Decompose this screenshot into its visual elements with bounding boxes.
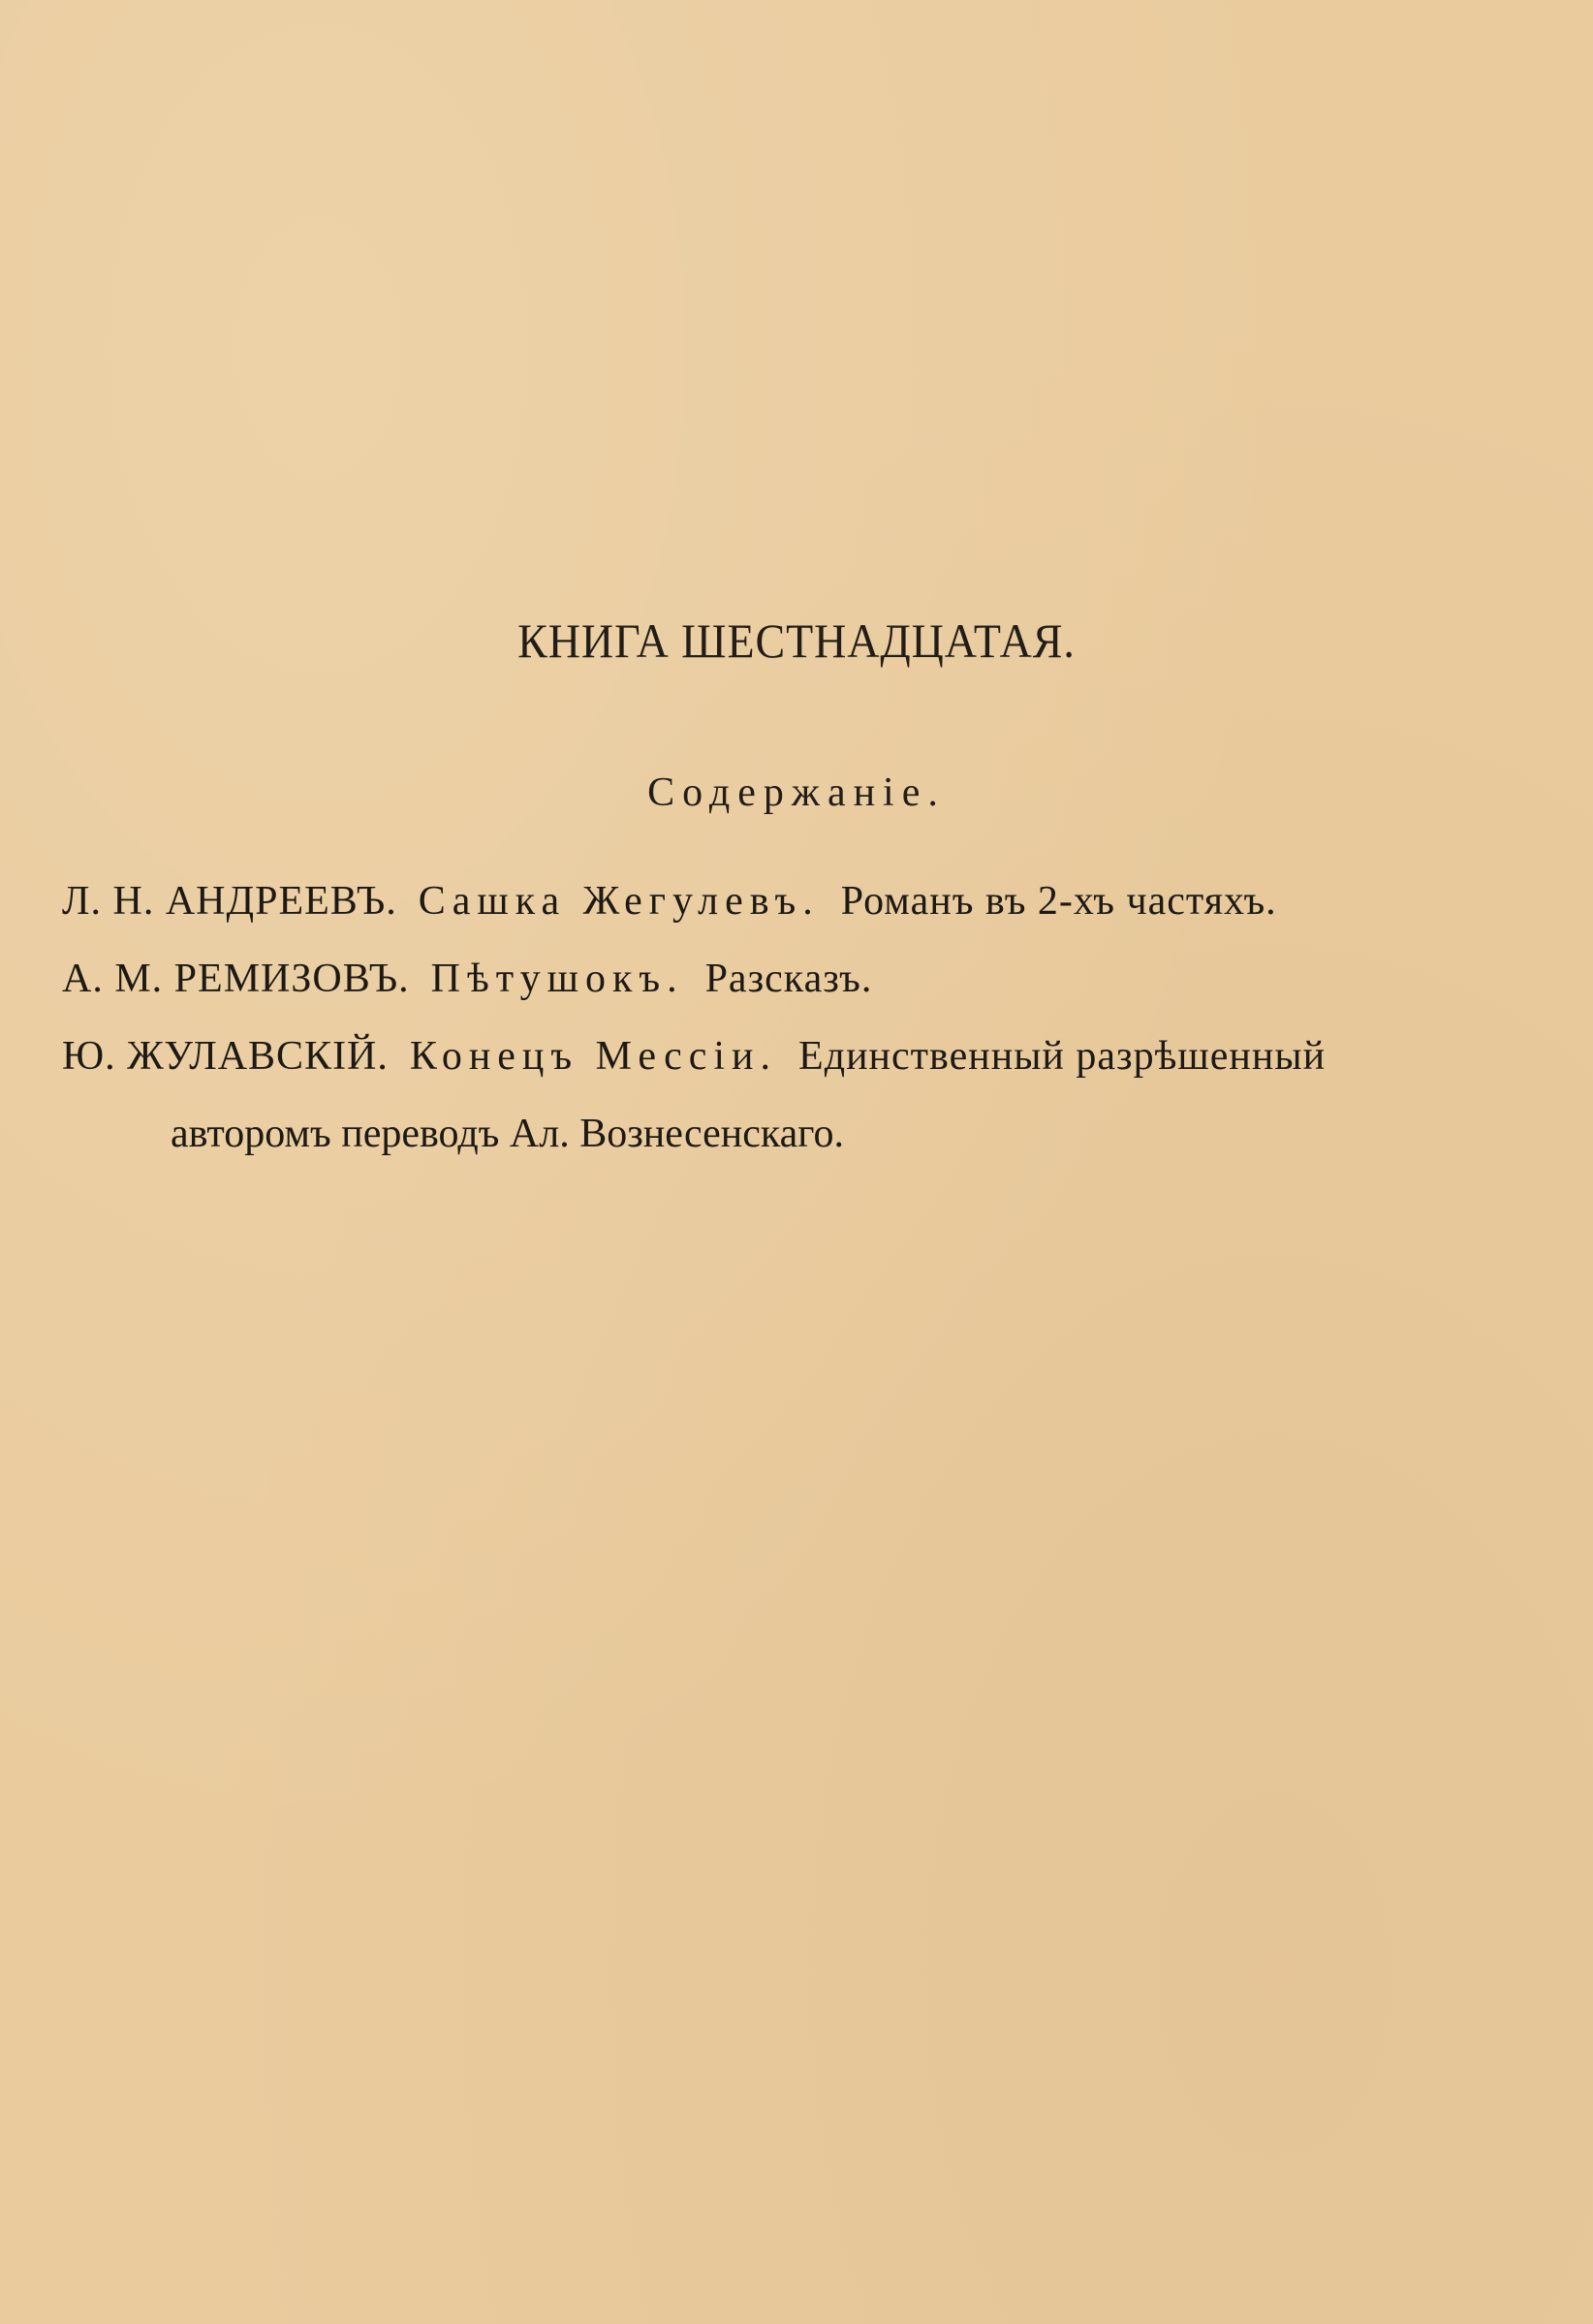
- entry-genre-continued: авторомъ переводъ Ал. Вознесенскаго.: [171, 1112, 844, 1156]
- contents-heading: Содержаніе.: [647, 770, 946, 815]
- contents-entry-zhulavsky-continued: [62, 1095, 1531, 1173]
- entry-work-title: Пѣтушокъ.: [430, 957, 684, 1001]
- contents-list: [62, 863, 1531, 1173]
- entry-genre: Единственный разрѣшенный: [798, 1034, 1327, 1079]
- contents-entry-remizov: [62, 940, 1531, 1018]
- entry-genre: Разсказъ.: [704, 957, 873, 1001]
- entry-work-title: Сашка Жегулевъ.: [418, 879, 820, 924]
- entry-author: А. М. РЕМИЗОВЪ.: [62, 957, 410, 1001]
- book-title: КНИГА ШЕСТНАДЦАТАЯ.: [517, 613, 1076, 668]
- entry-work-title: Конецъ Мессіи.: [409, 1034, 778, 1079]
- entry-author: Ю. ЖУЛАВСКІЙ.: [62, 1034, 389, 1079]
- entry-genre: Романъ въ 2-хъ частяхъ.: [840, 879, 1277, 924]
- contents-entry-zhulavsky: [62, 1018, 1531, 1095]
- entry-author: Л. Н. АНДРЕЕВЪ.: [62, 879, 397, 924]
- contents-entry-andreev: [62, 863, 1531, 940]
